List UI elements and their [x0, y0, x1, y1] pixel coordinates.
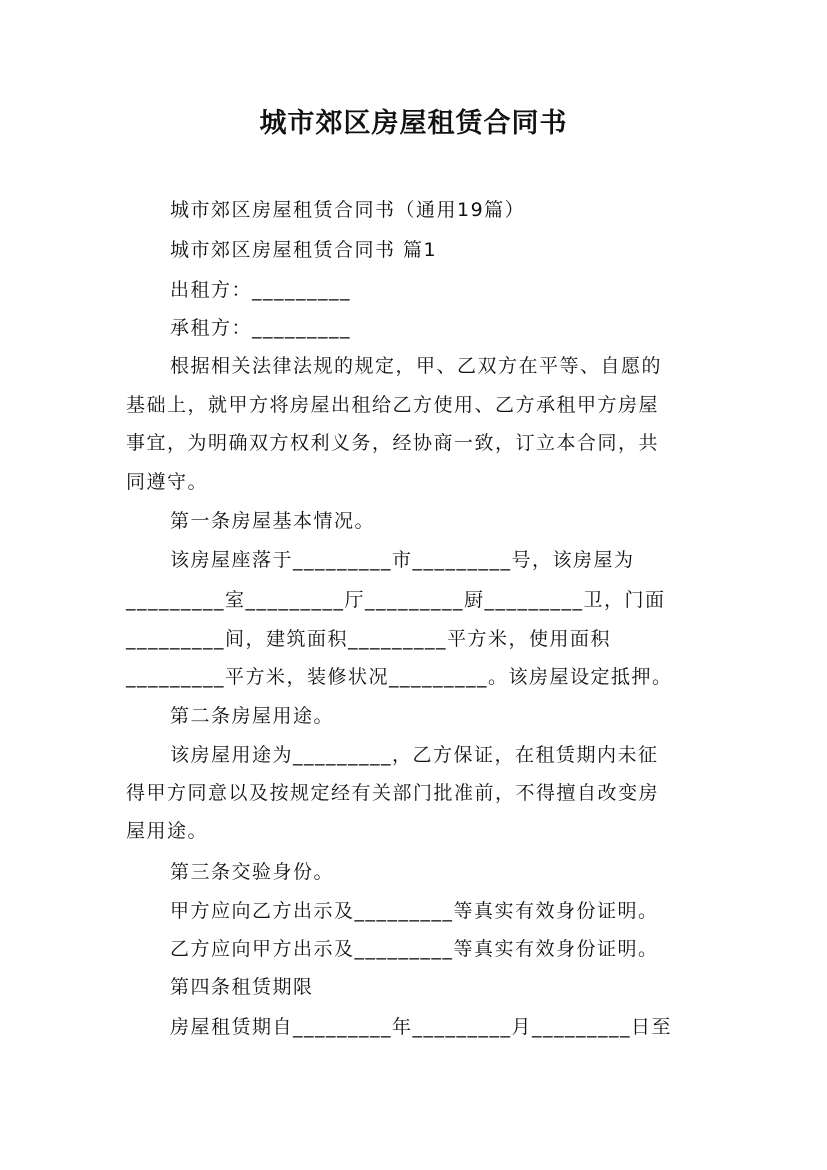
- article-heading: 第一条房屋基本情况。: [170, 510, 376, 532]
- lessor-line: 出租方：_________: [170, 279, 352, 301]
- doc-section-heading: 城市郊区房屋租赁合同书 篇1: [170, 239, 438, 261]
- paragraph-line: 房屋租赁期自_________年_________月_________日至: [170, 1016, 673, 1038]
- paragraph-line: _________间，建筑面积_________平方米，使用面积: [126, 628, 612, 650]
- paragraph-line: 事宜，为明确双方权利义务，经协商一致，订立本合同，共: [126, 432, 660, 454]
- paragraph-line: 乙方应向甲方出示及_________等真实有效身份证明。: [170, 938, 659, 960]
- article-heading: 第四条租赁期限: [170, 976, 314, 998]
- paragraph-line: 得甲方同意以及按规定经有关部门批准前，不得擅自改变房: [126, 782, 660, 804]
- paragraph-line: 根据相关法律法规的规定，甲、乙双方在平等、自愿的: [170, 355, 663, 377]
- paragraph-line: 基础上，就甲方将房屋出租给乙方使用、乙方承租甲方房屋: [126, 394, 660, 416]
- paragraph-line: 同遵守。: [126, 471, 209, 493]
- doc-subtitle: 城市郊区房屋租赁合同书（通用19篇）: [170, 199, 526, 221]
- article-heading: 第二条房屋用途。: [170, 705, 335, 727]
- paragraph-line: 该房屋用途为_________，乙方保证，在租赁期内未征: [170, 744, 659, 766]
- paragraph-line: _________室_________厅_________厨_________卫，门面: [126, 589, 666, 611]
- document-title: 城市郊区房屋租赁合同书: [259, 108, 568, 139]
- lessee-line: 承租方：_________: [170, 317, 352, 339]
- paragraph-line: 屋用途。: [126, 820, 209, 842]
- paragraph-line: 甲方应向乙方出示及_________等真实有效身份证明。: [170, 900, 659, 922]
- paragraph-line: _________平方米，装修状况_________。该房屋设定抵押。: [126, 666, 673, 688]
- article-heading: 第三条交验身份。: [170, 861, 335, 883]
- paragraph-line: 该房屋座落于_________市_________号，该房屋为: [170, 549, 635, 571]
